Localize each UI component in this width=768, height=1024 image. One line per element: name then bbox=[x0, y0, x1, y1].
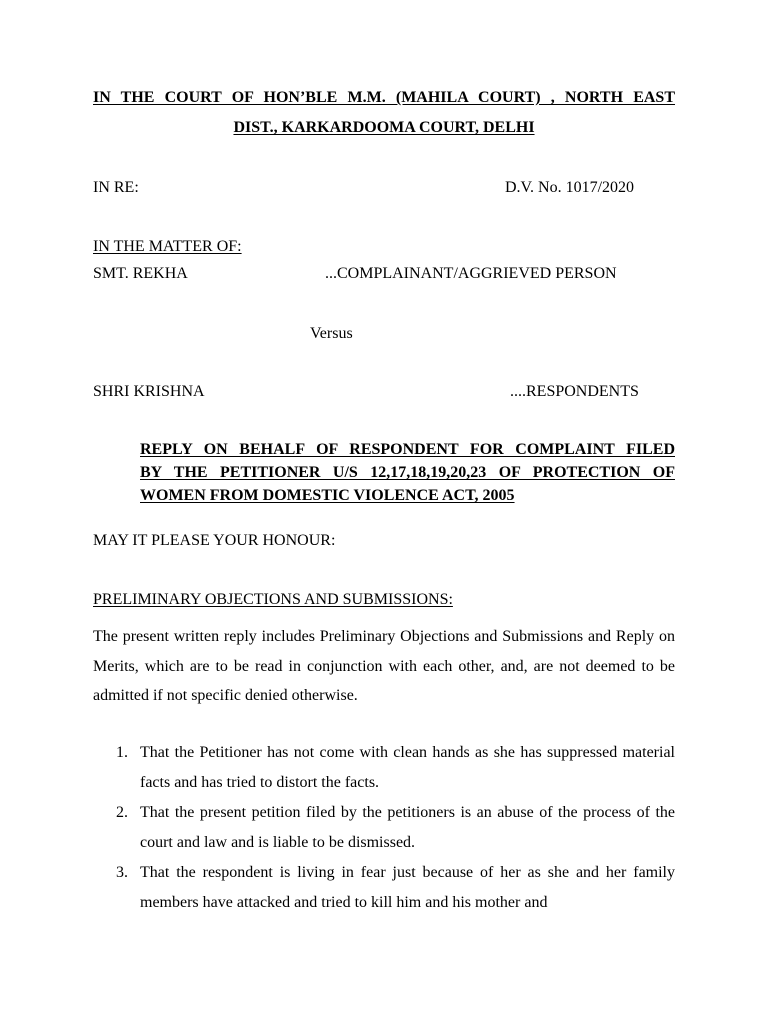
in-re-label: IN RE: bbox=[93, 179, 139, 196]
respondent-role: ....RESPONDENTS bbox=[510, 383, 639, 400]
point-text: That the Petitioner has not come with clean hands as she has suppressed material facts and has tried to distort the facts. bbox=[140, 744, 675, 791]
salutation: MAY IT PLEASE YOUR HONOUR: bbox=[93, 532, 336, 549]
versus-text: Versus bbox=[310, 325, 353, 342]
respondent-name: SHRI KRISHNA bbox=[93, 383, 205, 400]
list-item bbox=[108, 738, 675, 797]
point-number: 1. bbox=[116, 744, 128, 761]
complainant-name: SMT. REKHA bbox=[93, 265, 188, 282]
list-item bbox=[108, 858, 675, 917]
reply-title-line1: REPLY ON BEHALF OF RESPONDENT FOR COMPLAINT FILED bbox=[140, 441, 675, 458]
reply-title-line3: WOMEN FROM DOMESTIC VIOLENCE ACT, 2005 bbox=[140, 487, 515, 504]
points-list bbox=[108, 738, 675, 918]
court-heading-line1: IN THE COURT OF HON’BLE M.M. (MAHILA COURT) , NORTH EAST bbox=[93, 89, 675, 106]
section-heading: PRELIMINARY OBJECTIONS AND SUBMISSIONS: bbox=[93, 591, 453, 608]
point-number: 3. bbox=[116, 864, 128, 881]
reply-title-line2: BY THE PETITIONER U/S 12,17,18,19,20,23 OF PROTECTION OF bbox=[140, 464, 675, 481]
intro-paragraph: The present written reply includes Preliminary Objections and Submissions and Reply on Merits, which are to be read in conjunction with each other, and, are not deemed to be admitted if not specific denied otherwise. bbox=[93, 628, 675, 704]
point-number: 2. bbox=[116, 804, 128, 821]
case-number: D.V. No. 1017/2020 bbox=[505, 179, 635, 196]
point-text: That the respondent is living in fear just because of her as she and her family members have attacked and tried to kill him and his mother and bbox=[140, 864, 675, 911]
complainant-role: ...COMPLAINANT/AGGRIEVED PERSON bbox=[325, 265, 617, 282]
list-item bbox=[108, 798, 675, 857]
point-text: That the present petition filed by the petitioners is an abuse of the process of the court and law and is liable to be dismissed. bbox=[140, 804, 675, 851]
court-heading-line2: DIST., KARKARDOOMA COURT, DELHI bbox=[233, 119, 535, 136]
matter-label: IN THE MATTER OF: bbox=[93, 238, 242, 255]
